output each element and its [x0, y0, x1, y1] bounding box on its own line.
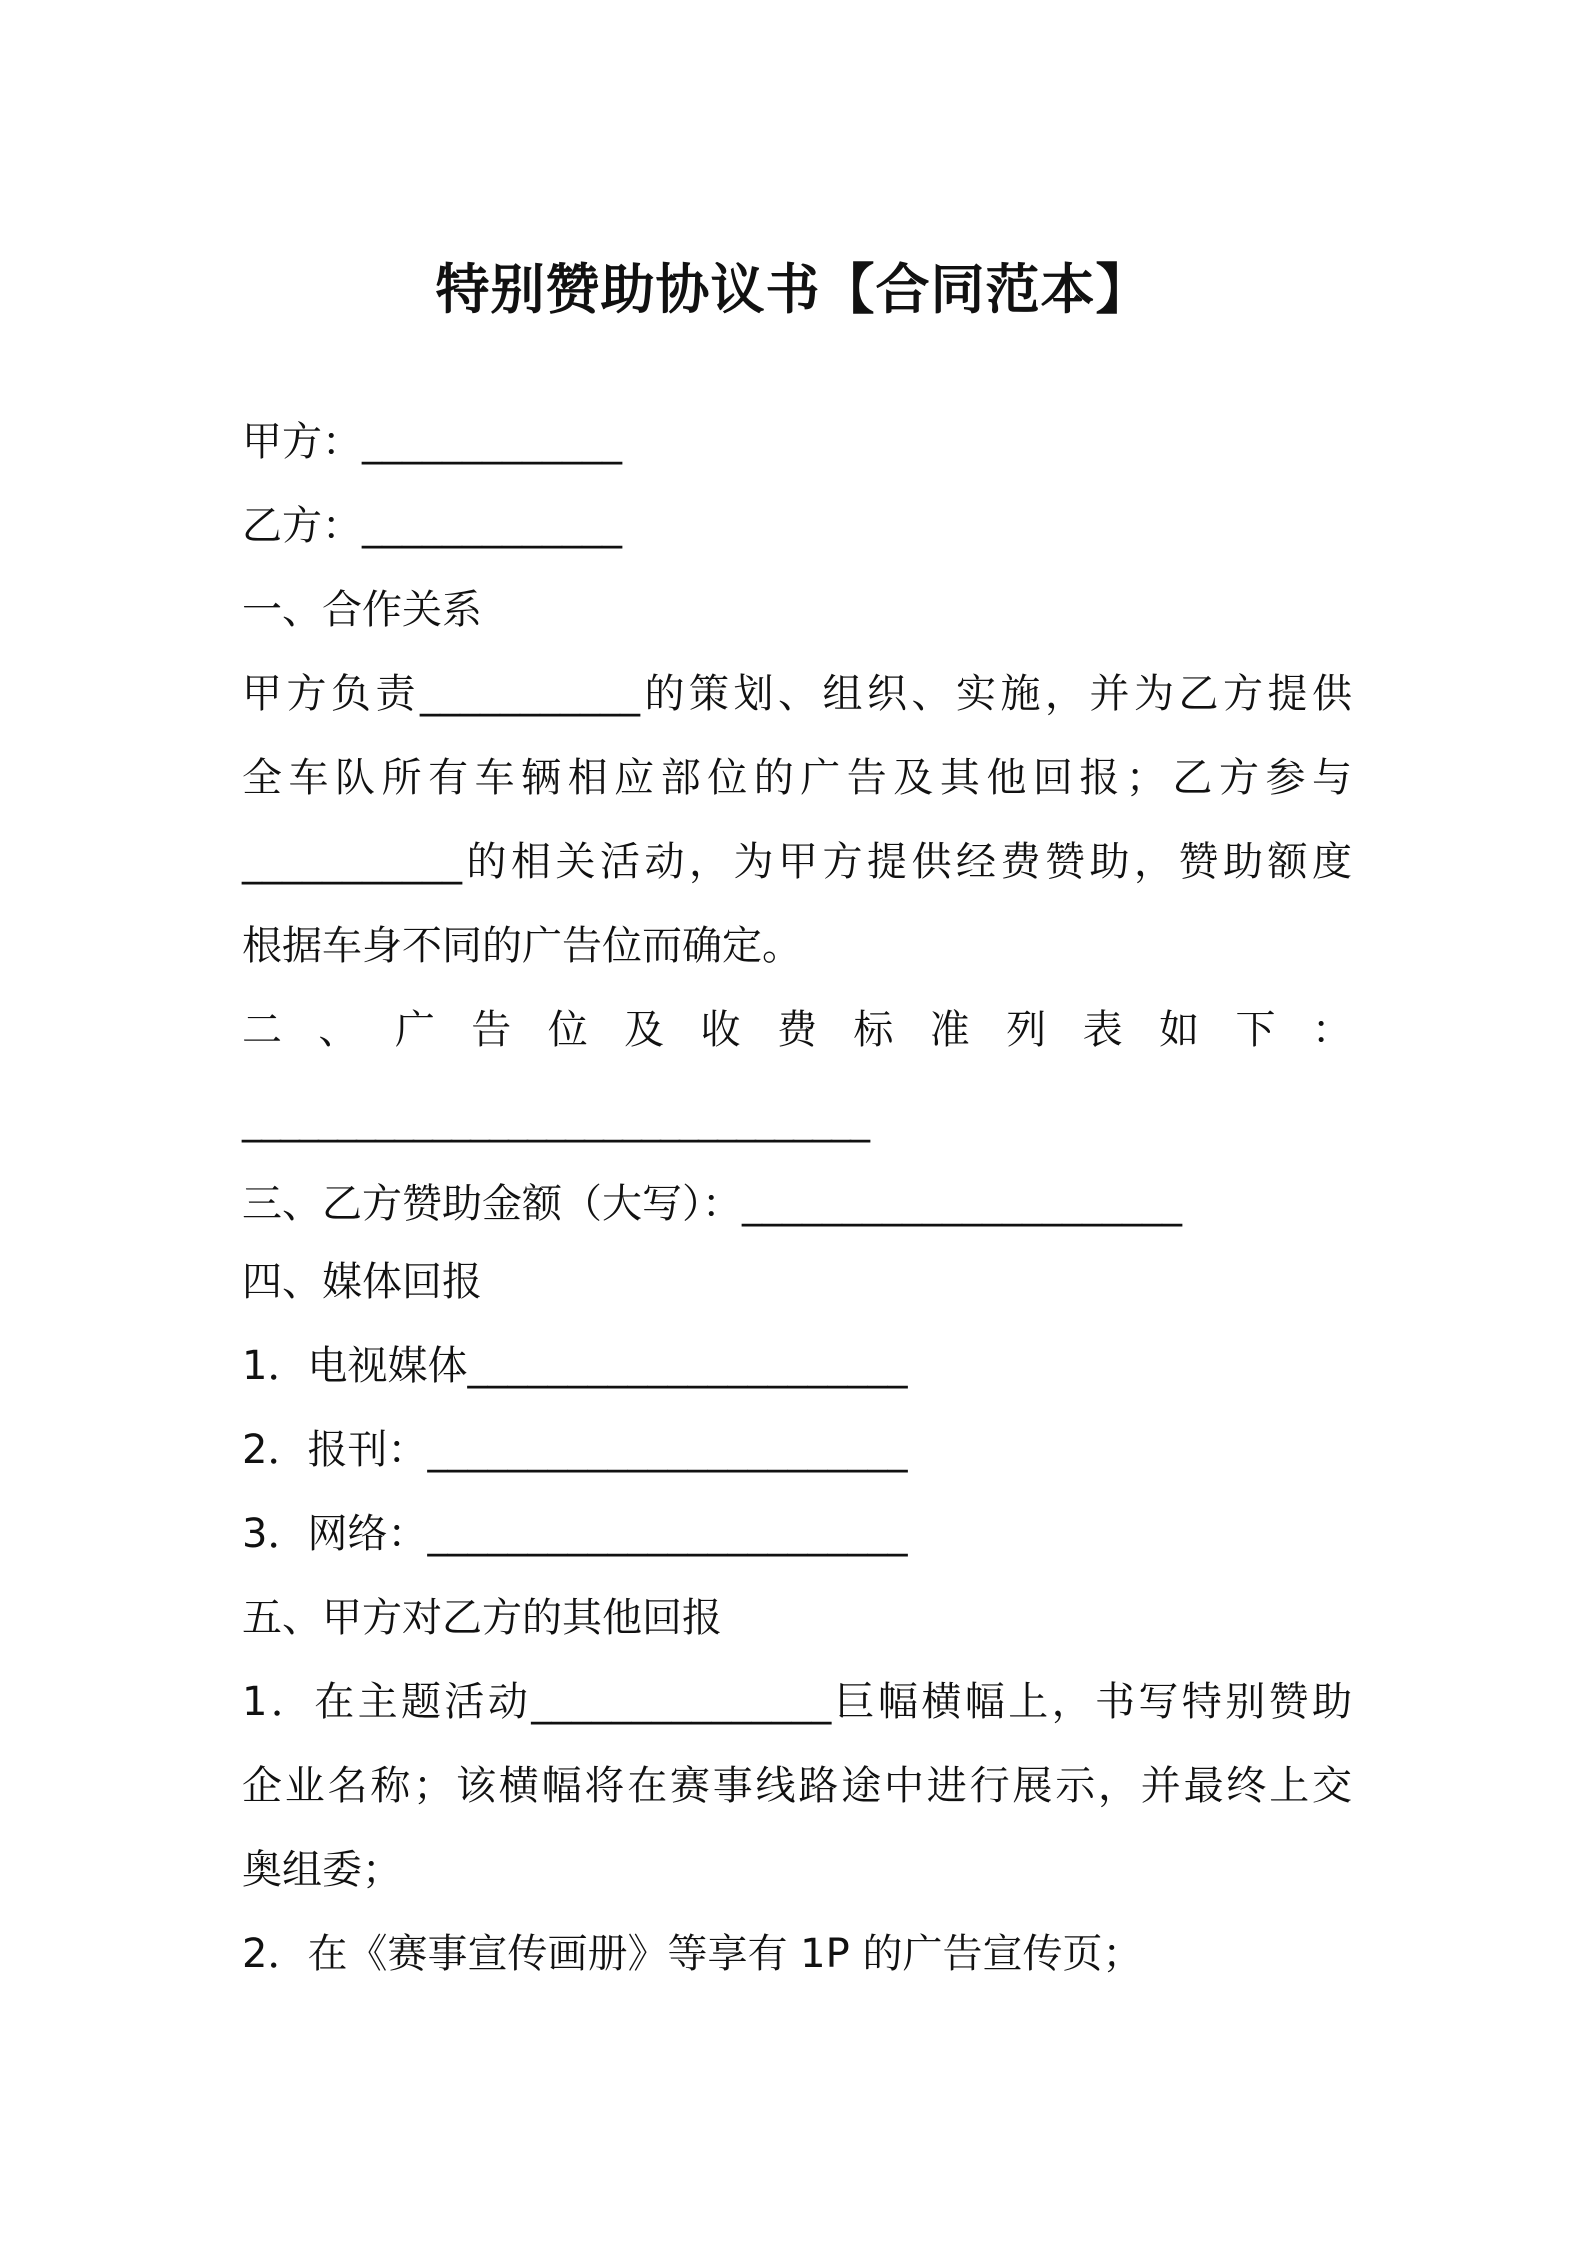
- party-a-line: 甲方：_____________: [242, 419, 622, 465]
- section-2-char: 及: [624, 1007, 665, 1053]
- section-1-paragraph-line-3: ___________的相关活动，为甲方提供经费赞助，赞助额度: [242, 839, 1352, 885]
- section-2-char: 位: [547, 1007, 588, 1053]
- section-1-paragraph-line-1: 甲方负责___________的策划、组织、实施，并为乙方提供: [242, 671, 1352, 717]
- section-2-char: 广: [394, 1007, 435, 1053]
- section-2-char: 标: [853, 1007, 894, 1053]
- section-2-char: 收: [700, 1007, 741, 1053]
- section-2-char: 二: [242, 1007, 282, 1053]
- section-2-char: 告: [471, 1007, 512, 1053]
- section-4-item-network: 3．网络：________________________: [242, 1511, 908, 1557]
- party-b-line: 乙方：_____________: [242, 503, 622, 549]
- section-5-item-1-line-3: 奥组委；: [242, 1847, 402, 1893]
- section-2-char: 如: [1159, 1007, 1200, 1053]
- section-5-item-1-line-1: 1．在主题活动_______________巨幅横幅上，书写特别赞助: [242, 1679, 1352, 1725]
- document-title: 特别赞助协议书【合同范本】: [435, 258, 1151, 321]
- section-4-item-tv: 1．电视媒体______________________: [242, 1343, 908, 1389]
- section-1-paragraph-line-2: 全车队所有车辆相应部位的广告及其他回报；乙方参与: [242, 755, 1352, 801]
- section-2-char: 费: [776, 1007, 817, 1053]
- section-2-char: 下: [1235, 1007, 1276, 1053]
- section-2-char: 、: [318, 1007, 359, 1053]
- section-4-item-press: 2．报刊：________________________: [242, 1427, 908, 1473]
- section-5-item-1-line-2: 企业名称；该横幅将在赛事线路途中进行展示，并最终上交: [242, 1763, 1352, 1809]
- section-3-line: 三、乙方赞助金额（大写）：______________________: [242, 1181, 1182, 1227]
- section-2-blank: _________________________________: [242, 1097, 869, 1143]
- section-2-char: 列: [1006, 1007, 1047, 1053]
- section-1-heading: 一、合作关系: [242, 587, 482, 633]
- section-1-paragraph-line-4: 根据车身不同的广告位而确定。: [242, 923, 802, 969]
- section-2-char: 准: [929, 1007, 970, 1053]
- section-2-heading: [242, 1002, 1352, 1058]
- section-5-heading: 五、甲方对乙方的其他回报: [242, 1595, 722, 1641]
- section-2-char: ：: [1311, 1007, 1352, 1053]
- section-4-heading: 四、媒体回报: [242, 1259, 482, 1305]
- section-5-item-2: 2．在《赛事宣传画册》等享有 1P 的广告宣传页；: [242, 1931, 1143, 1977]
- section-2-char: 表: [1082, 1007, 1123, 1053]
